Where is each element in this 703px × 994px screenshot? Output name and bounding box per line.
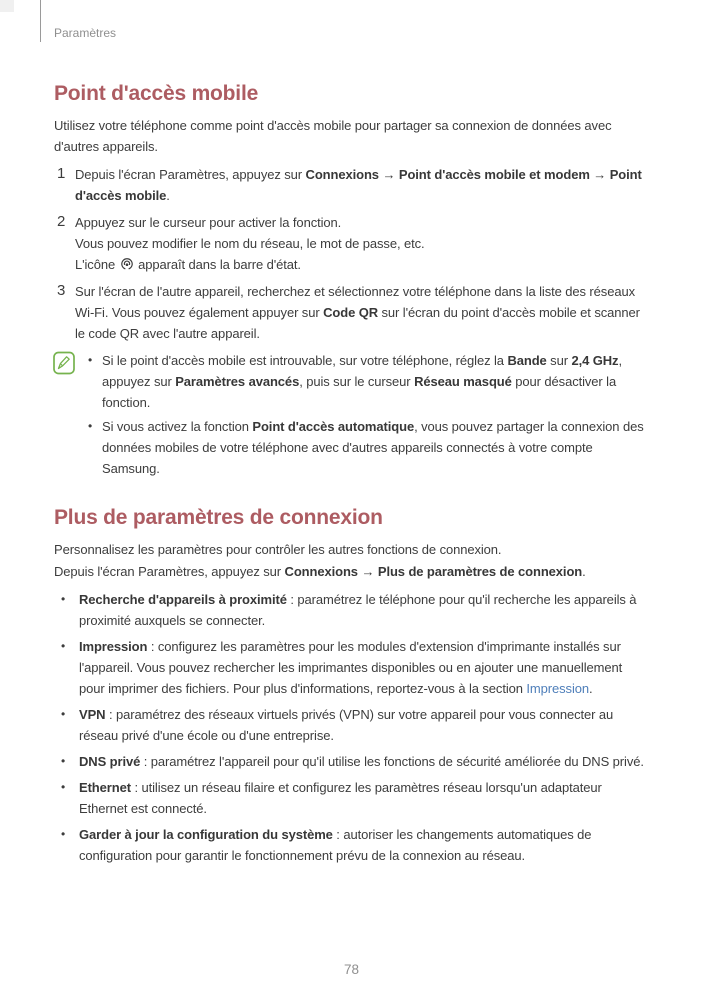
step-line [75,254,651,275]
section-title: Plus de paramètres de connexion [54,506,383,529]
note-pencil-icon [53,351,75,375]
numbered-steps [54,164,651,344]
step-number: 1 [57,165,66,182]
step-item [57,164,651,206]
note-bullet [87,416,651,479]
text-run: : autoriser les changements automatiques de configuration pour garantir le fonctionnement prévu de la connexion au réseau. [79,827,592,863]
bold-ui-term: Paramètres avancés [175,374,300,389]
text-run: . [582,564,586,579]
text-run: , vous pouvez partager la connexion des données mobiles de votre téléphone avec d'autres appareils connectés à votre compte Samsung. [102,419,644,476]
chapter-label: Paramètres [54,26,117,40]
text-run: Si le point d'accès mobile est introuvable, sur votre téléphone, réglez la [102,353,508,368]
text-run: : paramétrez l'appareil pour qu'il utilise les fonctions de sécurité améliorée du DNS privé. [140,754,644,769]
bold-ui-term: Point d'accès mobile et modem [398,167,590,182]
paragraph [54,115,651,157]
text-run: → [378,167,399,182]
note-bullet-list [87,350,651,482]
bold-ui-term: Impression [79,639,148,654]
step-text [75,212,651,275]
text-run: Utilisez votre téléphone comme point d'accès mobile pour partager sa connexion de données avec d'autres appareils. [54,118,612,154]
step-text [75,281,651,344]
bold-ui-term: Connexions [284,564,358,579]
step-text [75,164,651,206]
step-item [57,281,651,344]
text-run: Appuyez sur le curseur pour activer la fonction. [75,215,342,230]
text-run: Personnalisez les paramètres pour contrôler les autres fonctions de connexion. [54,542,502,557]
step-number: 2 [57,213,66,230]
bold-ui-term: DNS privé [79,754,141,769]
step-item [57,212,651,275]
text-run: Sur l'écran de l'autre appareil, recherchez et sélectionnez votre téléphone dans la liste des réseaux Wi-Fi. Vous pouvez également appuyer sur [75,284,635,320]
text-run: : paramétrez le téléphone pour qu'il recherche les appareils à proximité auxquels se connecter. [79,592,637,628]
bold-ui-term: Bande [507,353,547,368]
text-run: sur l'écran du point d'accès mobile et scanner le code QR avec l'autre appareil. [75,305,640,341]
text-run: , appuyez sur [102,353,622,389]
mobile-hotspot-status-icon [120,256,134,270]
step-line [75,233,651,254]
note-bullet [87,350,651,413]
text-run: : paramétrez des réseaux virtuels privés (VPN) sur votre appareil pour vous connecter au réseau privé d'une école ou d'une entreprise. [79,707,614,743]
page-content [54,64,651,871]
paragraph [54,561,651,582]
impression-section-link[interactable]: Impression [526,681,590,696]
note-box [54,350,651,482]
bold-ui-term: VPN [79,707,106,722]
text-run: , puis sur le curseur [299,374,415,389]
step-number: 3 [57,282,66,299]
bold-ui-term: Ethernet [79,780,131,795]
text-run: Depuis l'écran Paramètres, appuyez sur [75,167,306,182]
bold-ui-term: Code QR [323,305,379,320]
step-line [75,164,651,206]
bullet-item [54,589,651,631]
text-run: Si vous activez la fonction [102,419,253,434]
text-run: : configurez les paramètres pour les modules d'extension d'imprimante installés sur l'appareil. Vous pouvez rechercher les imprimantes disponibles ou en ajouter une manuellement pour imprimer des fichiers. Pour plus d'informations, reportez-vous à la section [79,639,623,696]
text-run: Depuis l'écran Paramètres, appuyez sur [54,564,285,579]
bullet-item [54,636,651,699]
text-run: L'icône [75,257,119,272]
text-run: → [589,167,610,182]
text-run: . [589,681,593,696]
text-run: : utilisez un réseau filaire et configurez les paramètres réseau lorsqu'un adaptateur Ethernet est connecté. [79,780,602,816]
step-line [75,281,651,344]
bullet-item [54,704,651,746]
text-run: pour désactiver la fonction. [102,374,617,410]
bold-ui-term: Point d'accès automatique [252,419,415,434]
text-run: → [357,564,378,579]
section-title: Point d'accès mobile [54,82,259,105]
paragraph [54,539,651,560]
step-line [75,212,651,233]
bullet-item [54,777,651,819]
bold-ui-term: Recherche d'appareils à proximité [79,592,287,607]
text-run: Vous pouvez modifier le nom du réseau, le mot de passe, etc. [75,236,425,251]
bold-ui-term: Réseau masqué [414,374,512,389]
bold-ui-term: Point d'accès mobile [75,167,642,203]
chapter-rule [40,0,41,42]
bold-ui-term: Garder à jour la configuration du système [79,827,333,842]
settings-bullet-list [54,589,651,866]
bullet-item [54,824,651,866]
page-corner-artifact [0,0,14,12]
text-run: sur [546,353,572,368]
bold-ui-term: Connexions [305,167,379,182]
page-number: 78 [343,962,360,977]
text-run: . [166,188,170,203]
bold-ui-term: Plus de paramètres de connexion [377,564,583,579]
bullet-item [54,751,651,772]
bold-ui-term: 2,4 GHz [571,353,619,368]
text-run: apparaît dans la barre d'état. [134,257,301,272]
